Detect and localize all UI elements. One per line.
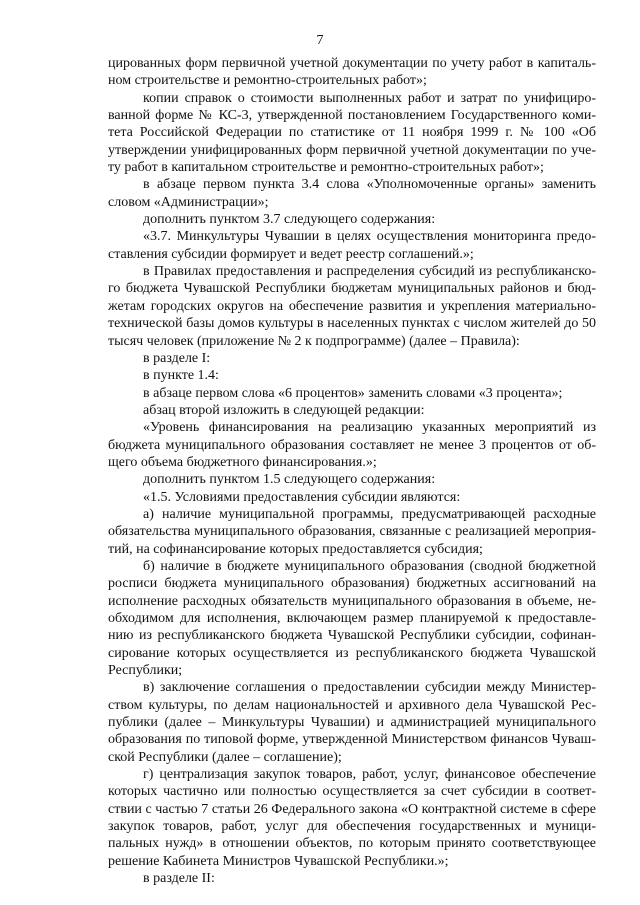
paragraph: «1.5. Условиями предоставления субсидии являются: [143,489,461,505]
paragraph: дополнить пунктом 3.7 следующего содержания: [143,212,436,228]
paragraph: в абзаце первом слова «6 процентов» заменить словами «3 процента»; [143,385,563,401]
paragraph: в) заключение соглашения о предоставлении субсидии между Министерством культуры, по делам национальностей и архивного дела Чувашской Республики (далее – Минкультуры Чувашии) и администрацией муниципального образования по типовой форме, утвержденной Министерством финансов Чувашской Республики (далее – соглашение); [108,680,596,765]
page-number: 7 [316,33,324,48]
paragraph: г) централизация закупок товаров, работ, услуг, финансовое обеспечение которых частично или полностью осуществляется за счет субсидии в соответствии с частью 7 статьи 26 Федерального закона «О контрактной системе в сфере закупок товаров, работ, услуг для обеспечения государственных и муниципальных нужд» в отношении объектов, по которым принято соответствующее решение Кабинета Министров Чувашской Республики.»; [108,767,596,869]
paragraph: «3.7. Минкультуры Чувашии в целях осуществления мониторинга предоставления субсидии формирует и ведет реестр соглашений.»; [108,229,596,262]
paragraph: цированных форм первичной учетной документации по учету работ в капитальном строительстве и ремонтно-строительных работ»; [108,56,596,89]
paragraph: в разделе II: [143,871,215,887]
paragraph: в разделе I: [143,350,211,366]
paragraph: абзац второй изложить в следующей редакции: [143,402,425,418]
paragraph: в абзаце первом пункта 3.4 слова «Уполномоченные органы» заменить словом «Администрации»; [108,177,596,210]
paragraph: дополнить пунктом 1.5 следующего содержания: [143,472,436,488]
paragraph: копии справок о стоимости выполненных работ и затрат по унифицированной форме № КС-3, утвержденной постановлением Государственного комитета Российской Федерации по статистике от 11 ноября 1999 г. № 100 «Об утверждении унифицированных форм первичной учетной документации по учету работ в капитальном строительстве и ремонтно-строительных работ»; [108,90,596,176]
paragraph: «Уровень финансирования на реализацию указанных мероприятий из бюджета муниципального образования составляет не менее 3 процентов от общего объема бюджетного финансирования.»; [108,420,596,470]
paragraph: в пункте 1.4: [143,368,219,384]
paragraph: б) наличие в бюджете муниципального образования (сводной бюджетной росписи бюджета муниципального образования) бюджетных ассигнований на исполнение расходных обязательств муниципального образования в объеме, необходимом для исполнения, включающем размер планируемой к предоставлению из республиканского бюджета Чувашской Республики субсидии, софинансирование которых осуществляется из республиканского бюджета Чувашской Республики; [108,558,596,679]
document-body [108,55,596,888]
paragraph: в Правилах предоставления и распределения субсидий из республиканского бюджета Чувашской Республики бюджетам муниципальных районов и бюджетам городских округов на обеспечение развития и укрепления материально-технической базы домов культуры в населенных пунктах с числом жителей до 50 тысяч человек (приложение № 2 к подпрограмме) (далее – Правила): [108,264,596,349]
paragraph: а) наличие муниципальной программы, предусматривающей расходные обязательства муниципального образования, связанные с реализацией мероприятий, на софинансирование которых предоставляется субсидия; [108,506,596,557]
